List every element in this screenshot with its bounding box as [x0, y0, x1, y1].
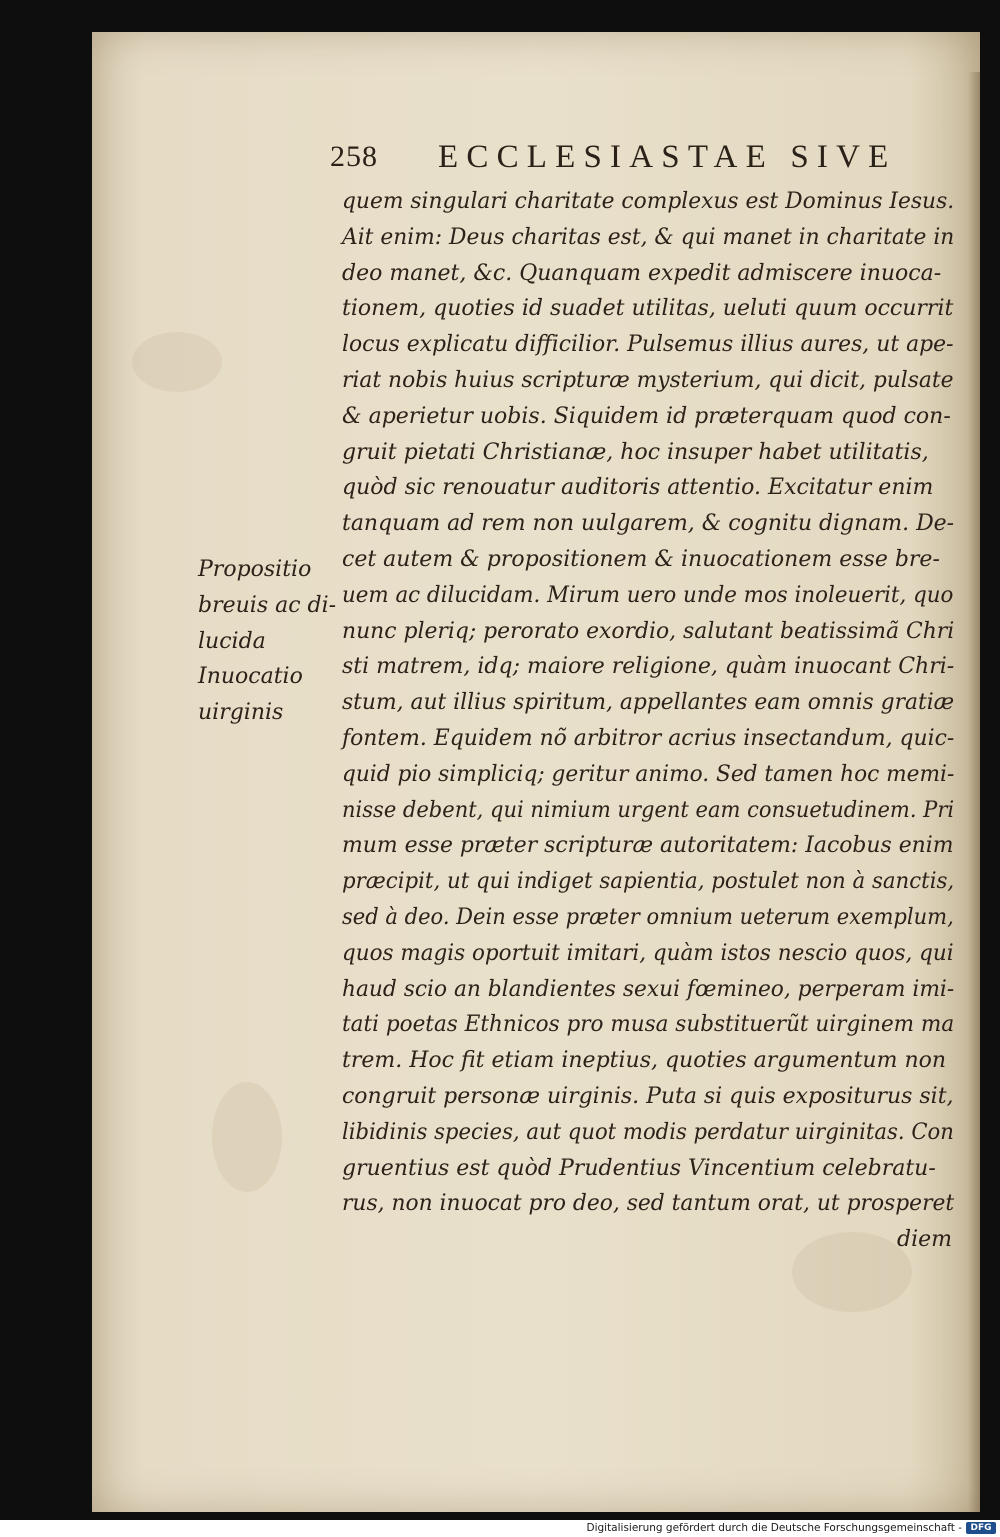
text-line: tanquam ad rem non uulgarem, & cognitu dignam. De- [342, 511, 955, 537]
text-line: gruentius est quòd Prudentius Vincentium celebratu- [342, 1155, 936, 1181]
text-line: uem ac dilucidam. Mirum uero unde mos inoleuerit, quo [342, 582, 954, 608]
dfg-logo: DFG [966, 1522, 996, 1534]
text-line: tati poetas Ethnicos pro musa substituerũt uirginem ma [342, 1012, 955, 1038]
margin-note-line: lucida [198, 628, 266, 654]
text-line: quòd sic renouatur auditoris attentio. Excitatur enim [342, 475, 934, 501]
page-number: 258 [330, 140, 378, 173]
margin-note-line: breuis ac di- [198, 592, 337, 618]
text-line: quem singulari charitate complexus est Dominus Iesus. [342, 189, 955, 214]
running-header [330, 140, 900, 180]
text-line: sed à deo. Dein esse præter omnium ueterum exemplum, [342, 904, 954, 930]
margin-note-line: uirginis [198, 700, 284, 726]
running-title: ECCLESIASTAE SIVE [438, 139, 897, 175]
text-line: tionem, quoties id suadet utilitas, ueluti quum occurrit [342, 296, 954, 322]
paper-stain [132, 332, 222, 392]
footer-credit: Digitalisierung gefördert durch die Deutsche Forschungsgemeinschaft - [586, 1522, 962, 1534]
margin-note-line: Inuocatio [198, 664, 303, 690]
text-line: rus, non inuocat pro deo, sed tantum orat, ut prosperet [342, 1191, 955, 1217]
main-text-block [342, 184, 954, 1258]
text-line: trem. Hoc fit etiam ineptius, quoties argumentum non [342, 1048, 947, 1074]
text-line: Ait enim: Deus charitas est, & qui manet in charitate in [342, 224, 955, 250]
text-line: locus explicatu difficilior. Pulsemus illius aures, ut ape- [342, 332, 954, 358]
text-line: cet autem & propositionem & inuocationem esse bre- [342, 546, 940, 572]
page-gutter-shadow [968, 72, 980, 1512]
text-line: mum esse præter scripturæ autoritatem: Iacobus enim [342, 833, 954, 859]
text-line: nisse debent, qui nimium urgent eam consuetudinem. Pri [342, 797, 955, 823]
paper-stain [212, 1082, 282, 1192]
text-line: fontem. Equidem nõ arbitror acrius insectandum, quic- [342, 725, 955, 751]
text-line: congruit personæ uirginis. Puta si quis expositurus sit, [342, 1083, 954, 1109]
text-line: riat nobis huius scripturæ mysterium, qui dicit, pulsate [342, 367, 954, 393]
text-line: nunc pleriq; perorato exordio, salutant beatissimã Chri [342, 618, 955, 644]
margin-note [198, 552, 338, 731]
text-line: quid pio simpliciq; geritur animo. Sed tamen hoc memi- [342, 761, 955, 787]
text-line: haud scio an blandientes sexui fœmineo, perperam imi- [342, 976, 955, 1002]
text-line: stum, aut illius spiritum, appellantes eam omnis gratiæ [342, 690, 955, 716]
text-line: gruit pietati Christianæ, hoc insuper habet utilitatis, [342, 439, 929, 465]
text-line: libidinis species, aut quot modis perdatur uirginitas. Con [342, 1119, 954, 1145]
text-line: præcipit, ut qui indiget sapientia, postulet non à sanctis, [342, 869, 955, 895]
text-line: & aperietur uobis. Siquidem id præterquam quod con- [342, 403, 951, 429]
text-line: quos magis oportuit imitari, quàm istos nescio quos, qui [342, 940, 954, 966]
margin-note-line: Propositio [198, 557, 312, 582]
footer-bar [0, 1520, 1000, 1537]
text-line: deo manet, &c. Quanquam expedit admiscere inuoca- [342, 260, 942, 286]
catchword: diem [897, 1227, 952, 1253]
text-line: sti matrem, idq; maiore religione, quàm inuocant Chri- [342, 654, 955, 680]
